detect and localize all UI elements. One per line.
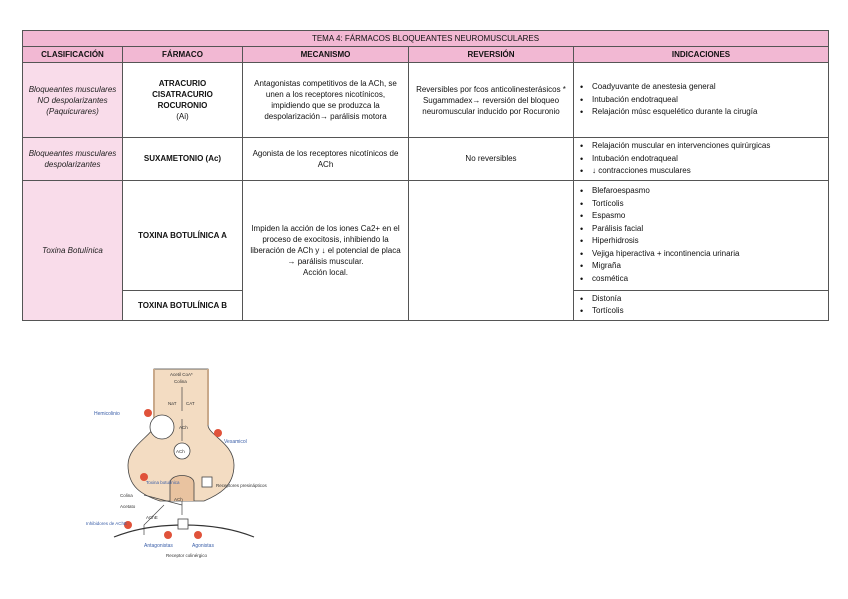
drug-name: ROCURONIO [157,101,208,110]
classification-cell: Toxina Botulínica [23,180,123,320]
list-item: • Hiperhidrosis [592,235,824,248]
drug-abbrev: (Ai) [176,112,189,121]
synapse-diagram [84,365,284,570]
header-mecanismo: MECANISMO [243,47,409,63]
drugs-table [22,30,829,321]
indications-cell [574,290,829,320]
drug-cell [123,180,243,290]
list-item: • Espasmo [592,210,824,223]
table-row [23,138,829,181]
list-item: • Relajación muscular en intervenciones quirúrgicas [592,140,824,153]
label-ach-cleft: ACh [174,497,183,502]
mechanism-note: Acción local. [303,267,348,277]
list-item: • Intubación endotraqueal [592,153,824,166]
list-item: • Coadyuvante de anestesia general [592,81,824,94]
label-ache: AChE [146,515,158,520]
list-item: • cosmética [592,273,824,286]
label-vesamicol: Vesamicol [224,439,247,445]
choline-transporter [150,415,174,439]
label-toxina: Toxina botulínica [146,480,180,485]
mechanism-cell: Agonista de los receptores nicotínicos de ACh [243,138,409,181]
table-title: TEMA 4: FÁRMACOS BLOQUEANTES NEUROMUSCULARES [23,31,829,47]
label-receptor-colin: Receptor colinérgico [166,553,208,558]
drug-name: SUXAMETONIO (Ac) [143,154,222,164]
list-item: • Vejiga hiperactiva + incontinencia urinaria [592,248,824,261]
presynaptic-receptor [202,477,212,487]
list-item: • Distonía [592,293,824,306]
drug-cell [123,290,243,320]
list-item: • Parálisis facial [592,223,824,236]
drug-cell [123,138,243,181]
header-indicaciones: INDICACIONES [574,47,829,63]
drug-name: CISATRACURIO [152,90,213,99]
mechanism-cell: Antagonistas competitivos de la ACh, se unen a los receptores nicotínicos, impidiendo que se produzca la despolarización→ parálisis motora [243,63,409,138]
indications-cell [574,63,829,138]
mechanism-cell [243,180,409,320]
header-reversion: REVERSIÓN [409,47,574,63]
header-farmaco: FÁRMACO [123,47,243,63]
label-inhibidores: Inhibidores de AChE [86,521,128,526]
reversion-cell: No reversibles [409,138,574,181]
cholinergic-receptor [178,519,188,529]
label-colina-bottom: Colina [120,493,133,498]
drug-cell [123,63,243,138]
mechanism-text: Impiden la acción de los iones Ca2+ en el proceso de exocitosis, inhibiendo la liberación de ACh y ↓ el potencial de placa → parálisis muscular. [250,223,401,266]
drug-dot [164,531,172,539]
classification-cell: Bloqueantes musculares NO despolarizantes (Paquicurares) [23,63,123,138]
list-item: • Intubación endotraqueal [592,94,824,107]
indications-cell [574,138,829,181]
label-acetato: Acetato [120,504,136,509]
list-item: • ↓ contracciones musculares [592,165,824,178]
list-item: • Tortícolis [592,305,824,318]
table-row [23,180,829,290]
list-item: • Blefaroespasmo [592,185,824,198]
drug-dot [214,429,222,437]
label-receptores-pre: Receptores presinápticos [216,483,267,488]
label-antagonistas: Antagonistas [144,543,173,549]
label-colina-top: Colina [174,379,187,384]
table-row [23,63,829,138]
reversion-cell [409,180,574,320]
drug-dot [194,531,202,539]
label-ach-inner: ACh [179,425,188,430]
label-ach-vesicle: ACh [176,449,185,454]
label-cat: CAT [186,401,195,406]
drug-dot [144,409,152,417]
classification-cell: Bloqueantes musculares despolarizantes [23,138,123,181]
drug-name: TOXINA BOTULÍNICA B [137,300,228,310]
label-nat: NaT [168,401,177,406]
drug-name: ATRACURIO [158,79,207,88]
list-item: • Tortícolis [592,198,824,211]
label-agonistas: Agonistas [192,543,214,549]
label-hemicolinio: Hemicolinio [94,411,120,417]
indications-cell [574,180,829,290]
header-clasificacion: CLASIFICACIÓN [23,47,123,63]
reversion-cell: Reversibles por fcos anticolinesterásicos * Sugammadex→ reversión del bloqueo neuromuscular inducido por Rocuronio [409,63,574,138]
list-item: • Relajación músc esquelético durante la cirugía [592,106,824,119]
drug-name: TOXINA BOTULÍNICA A [138,230,227,240]
label-acetil-coa: Acetil CoA* [170,372,193,377]
list-item: • Migraña [592,260,824,273]
